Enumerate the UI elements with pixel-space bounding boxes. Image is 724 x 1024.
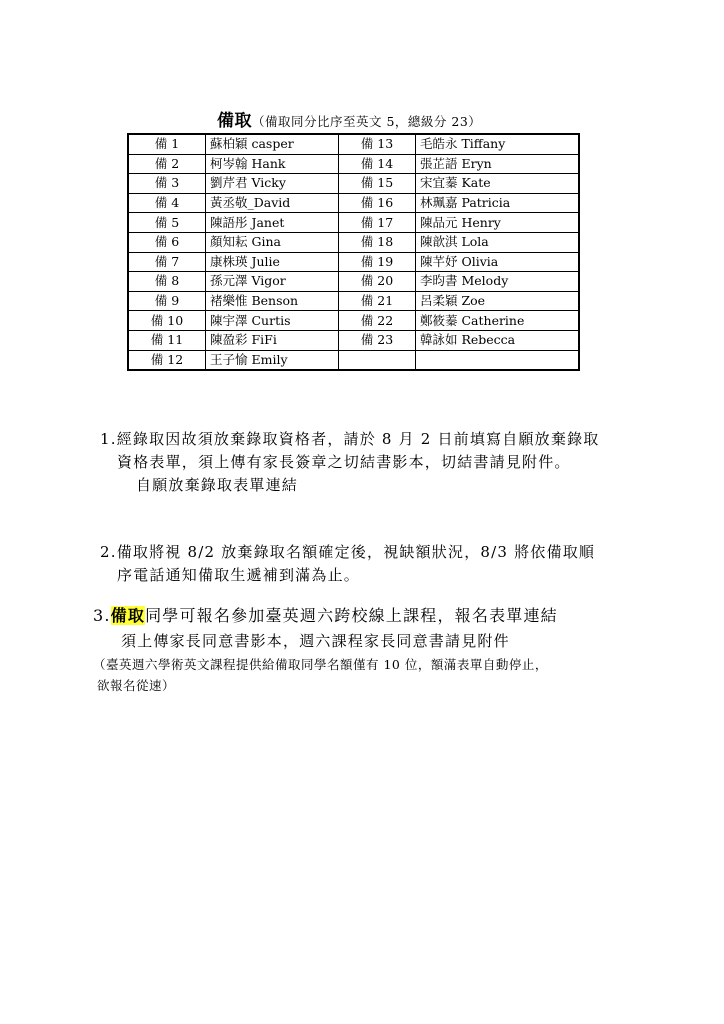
table-row [128,311,579,331]
withdrawal-form-link[interactable]: 自願放棄錄取表單連結 [136,476,299,494]
item-3-note-2: 欲報名從速） [97,678,176,693]
student-name-cell: 張芷語 Eryn [416,154,580,174]
waitlist-number-cell: 備 4 [128,193,206,213]
waitlist-number-cell: 備 9 [128,291,206,311]
student-name-cell: 黃丞敬_David [206,193,339,213]
student-name-cell: 王子愉 Emily [206,350,339,370]
table-row [128,252,579,272]
student-name-cell: 康株瑛 Julie [206,252,339,272]
item-2-line-2: 序電話通知備取生遞補到滿為止。 [117,566,361,584]
student-name-cell: 呂柔穎 Zoe [416,291,580,311]
waitlist-number-cell: 備 16 [339,193,416,213]
waitlist-number-cell: 備 8 [128,272,206,292]
waitlist-number-cell: 備 21 [339,291,416,311]
student-name-cell: 陳盈彩 FiFi [206,330,339,350]
waitlist-number-cell: 備 15 [339,174,416,194]
table-row [128,134,579,154]
waitlist-number-cell: 備 1 [128,134,206,154]
item-3-text[interactable]: 同學可報名參加臺英週六跨校線上課程，報名表單連結 [145,606,558,625]
student-name-cell: 韓詠如 Rebecca [416,330,580,350]
waitlist-number-cell: 備 7 [128,252,206,272]
student-name-cell: 毛皓永 Tiffany [416,134,580,154]
student-name-cell: 林珮嘉 Patricia [416,193,580,213]
table-row [128,272,579,292]
table-row [128,350,579,370]
student-name-cell: 孫元澤 Vigor [206,272,339,292]
student-name-cell: 李昀書 Melody [416,272,580,292]
item-3-line-1 [93,605,558,627]
table-row [128,193,579,213]
item-2-line-1: 2.備取將視 8/2 放棄錄取名額確定後，視缺額狀況，8/3 將依備取順 [100,543,596,561]
highlighted-waitlist-word: 備取 [110,606,146,625]
waitlist-table [127,133,580,371]
waitlist-number-cell: 備 10 [128,311,206,331]
item-3-note-1: （臺英週六學術英文課程提供給備取同學名額僅有 10 位，額滿表單自動停止， [93,657,548,672]
table-row [128,174,579,194]
item-1-line-2: 資格表單，須上傳有家長簽章之切結書影本，切結書請見附件。 [117,453,571,471]
student-name-cell: 柯岑翰 Hank [206,154,339,174]
waitlist-number-cell: 備 11 [128,330,206,350]
item-3-number: 3. [93,606,111,625]
waitlist-number-cell: 備 14 [339,154,416,174]
waitlist-number-cell: 備 22 [339,311,416,331]
student-name-cell: 陳品元 Henry [416,213,580,233]
roster-title [217,106,481,131]
waitlist-number-cell: 備 19 [339,252,416,272]
table-row [128,154,579,174]
item-3-line-2: 須上傳家長同意書影本，週六課程家長同意書請見附件 [121,632,510,650]
student-name-cell: 顏知耘 Gina [206,232,339,252]
student-name-cell: 褚樂惟 Benson [206,291,339,311]
waitlist-number-cell: 備 2 [128,154,206,174]
title-main: 備取 [217,111,252,131]
table-row [128,213,579,233]
student-name-cell: 劉芹君 Vicky [206,174,339,194]
student-name-cell: 宋宜蓁 Kate [416,174,580,194]
waitlist-number-cell [339,350,416,370]
table-row [128,330,579,350]
student-name-cell [416,350,580,370]
student-name-cell: 陳歆淇 Lola [416,232,580,252]
waitlist-number-cell: 備 6 [128,232,206,252]
student-name-cell: 陳語彤 Janet [206,213,339,233]
student-name-cell: 鄭筱蓁 Catherine [416,311,580,331]
student-name-cell: 陳宇澤 Curtis [206,311,339,331]
student-name-cell: 陳芊妤 Olivia [416,252,580,272]
title-sub: （備取同分比序至英文 5，總級分 23） [252,114,482,129]
student-name-cell: 蘇柏穎 casper [206,134,339,154]
waitlist-number-cell: 備 5 [128,213,206,233]
waitlist-number-cell: 備 20 [339,272,416,292]
table-row [128,291,579,311]
waitlist-number-cell: 備 18 [339,232,416,252]
table-row [128,232,579,252]
waitlist-number-cell: 備 17 [339,213,416,233]
waitlist-number-cell: 備 13 [339,134,416,154]
waitlist-number-cell: 備 12 [128,350,206,370]
waitlist-number-cell: 備 3 [128,174,206,194]
item-1-line-1: 1.經錄取因故須放棄錄取資格者，請於 8 月 2 日前填寫自願放棄錄取 [100,430,600,448]
waitlist-number-cell: 備 23 [339,330,416,350]
